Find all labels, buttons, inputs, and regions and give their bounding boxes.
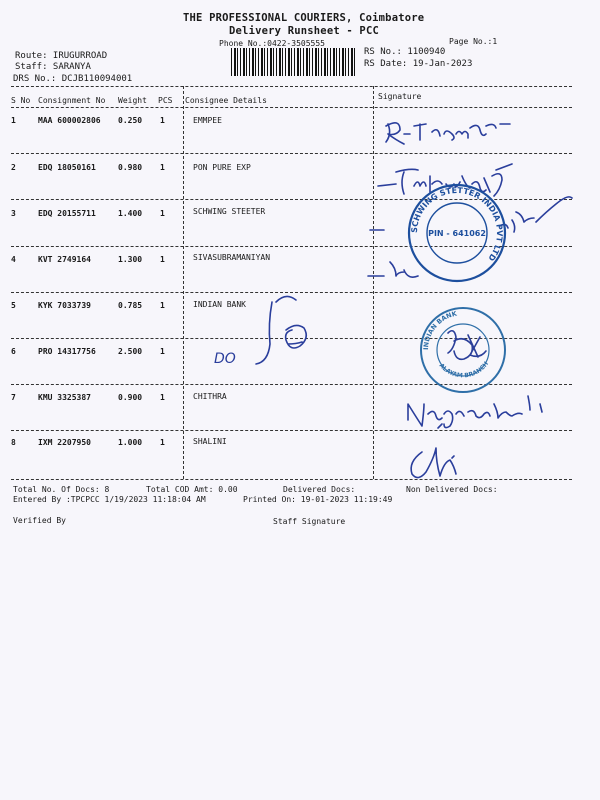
- row-3-pcs: 1: [160, 209, 165, 218]
- page-number: Page No.:1: [449, 37, 498, 46]
- row-5-consignment: KYK 7033739: [38, 301, 91, 310]
- row-4-consignee: SIVASUBRAMANIYAN: [193, 253, 271, 262]
- header-sno: S No: [11, 96, 31, 105]
- row-5-pcs: 1: [160, 301, 165, 310]
- row-8-sno: 8: [11, 438, 16, 447]
- signature-row-7: [408, 396, 542, 428]
- verified-by-label: Verified By: [13, 516, 66, 525]
- row-3-consignee: SCHWING STEETER: [193, 207, 266, 216]
- header-consignment: Consignment No: [38, 96, 106, 105]
- row-3-weight: 1.400: [118, 209, 143, 218]
- row-1-pcs: 1: [160, 116, 165, 125]
- row-2-consignment: EDQ 18050161: [38, 163, 96, 172]
- entered-by: Entered By :TPCPCC 1/19/2023 11:18:04 AM: [13, 495, 206, 504]
- row-2-sno: 2: [11, 163, 16, 172]
- row-3-sno: 3: [11, 209, 16, 218]
- row-6-sno: 6: [11, 347, 16, 356]
- bank-seal-stamp: [418, 305, 508, 395]
- row-6-consignment: PRO 14317756: [38, 347, 96, 356]
- row-7-consignment: KMU 3325387: [38, 393, 91, 402]
- row-1-weight: 0.250: [118, 116, 143, 125]
- row-5-sno: 5: [11, 301, 16, 310]
- printed-on: Printed On: 19-01-2023 11:19:49: [243, 495, 393, 504]
- row-5-consignee: INDIAN BANK: [193, 300, 246, 309]
- phone-number: Phone No.:0422-3505555: [219, 39, 325, 48]
- row-2-pcs: 1: [160, 163, 165, 172]
- staff: Staff: SARANYA: [15, 62, 91, 72]
- company-seal-stamp: [405, 181, 509, 285]
- row-8-weight: 1.000: [118, 438, 143, 447]
- header-pcs: PCS: [158, 96, 173, 105]
- signature-row-1: [386, 123, 510, 144]
- row-1-consignment: MAA 600002806: [38, 116, 101, 125]
- header-consignee: Consignee Details: [185, 96, 267, 105]
- drs-number: DRS No.: DCJB110094001: [13, 74, 133, 84]
- annotation-row-6: DO: [214, 351, 236, 367]
- row-2-weight: 0.980: [118, 163, 143, 172]
- row-4-weight: 1.300: [118, 255, 143, 264]
- company-name: THE PROFESSIONAL COURIERS, Coimbatore: [183, 12, 425, 24]
- delivered-docs: Delivered Docs:: [283, 485, 356, 494]
- row-2-consignee: PON PURE EXP: [193, 163, 251, 172]
- row-1-sno: 1: [11, 116, 16, 125]
- row-3-consignment: EDQ 20155711: [38, 209, 96, 218]
- signature-row-5: [256, 296, 306, 364]
- bank-seal-bottom: ALAYAM BRANCH: [437, 360, 490, 380]
- header-weight: Weight: [118, 96, 147, 105]
- total-cod: Total COD Amt: 0.00: [146, 485, 238, 494]
- route: Route: IRUGURROAD: [15, 51, 108, 61]
- bank-seal-text: INDIAN BANK: [421, 309, 458, 351]
- row-7-consignee: CHITHRA: [193, 392, 227, 401]
- row-7-weight: 0.900: [118, 393, 143, 402]
- row-7-pcs: 1: [160, 393, 165, 402]
- seal-outer-text: SCHWING STETTER INDIA PVT LTD: [409, 185, 505, 263]
- row-7-sno: 7: [11, 393, 16, 402]
- row-8-consignee: SHALINI: [193, 437, 227, 446]
- row-8-consignment: IXM 2207950: [38, 438, 91, 447]
- non-delivered-docs: Non Delivered Docs:: [406, 485, 498, 494]
- row-5-weight: 0.785: [118, 301, 143, 310]
- row-6-pcs: 1: [160, 347, 165, 356]
- staff-signature-label: Staff Signature: [273, 517, 346, 526]
- row-8-pcs: 1: [160, 438, 165, 447]
- row-4-consignment: KVT 2749164: [38, 255, 91, 264]
- row-1-consignee: EMMPEE: [193, 116, 222, 125]
- row-4-pcs: 1: [160, 255, 165, 264]
- signature-row-8: [411, 424, 456, 478]
- seal-pin: PIN - 641062: [428, 229, 486, 238]
- document-title: Delivery Runsheet - PCC: [229, 25, 379, 37]
- header-signature: Signature: [378, 92, 422, 101]
- total-docs: Total No. Of Docs: 8: [13, 485, 110, 494]
- row-6-weight: 2.500: [118, 347, 143, 356]
- rs-date: RS Date: 19-Jan-2023: [364, 59, 473, 69]
- rs-number: RS No.: 1100940: [364, 47, 446, 57]
- row-4-sno: 4: [11, 255, 16, 264]
